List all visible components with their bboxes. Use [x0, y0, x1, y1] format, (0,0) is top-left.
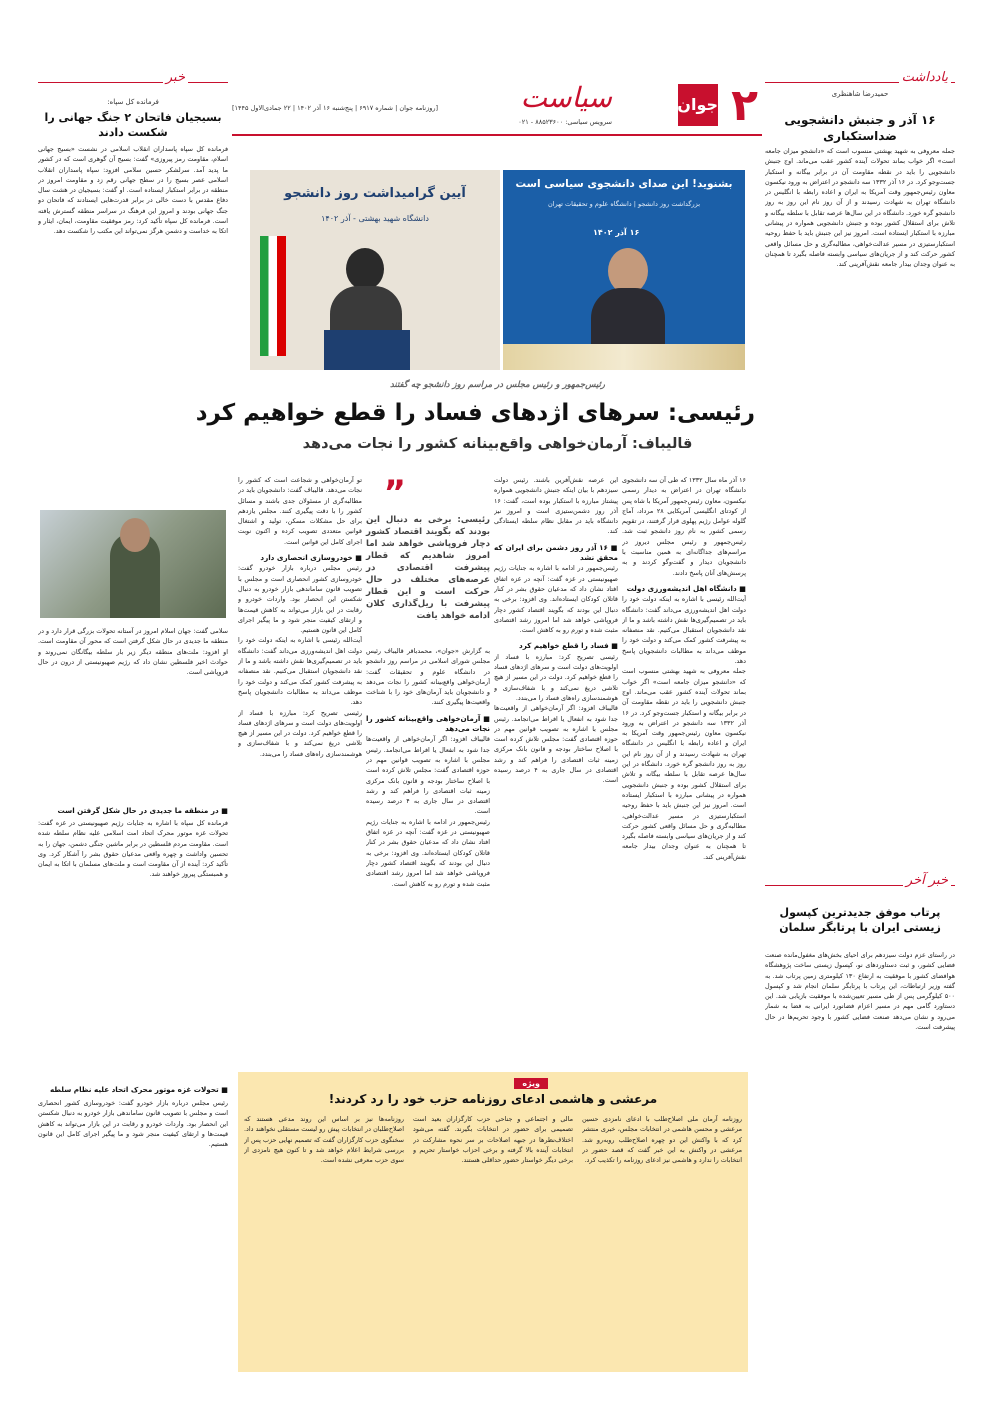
news-body-4: رئیس مجلس درباره بازار خودرو گفت: خودروسازی کشور انحصاری است و مجلس با تصویب قانون ساماندهی بازار خودرو به دنبال شکستن این انحصار بود. واردات خودرو و رقابت در این بازار می‌تواند به کاهش قیمت‌ها و ارتقای کیفیت منجر شود و ما پیگیر اجرای کامل این قانون هستیم. — [38, 1099, 228, 1149]
news-subhead-1: ■ در منطقه ما جدیدی در حال شکل گرفتن است — [57, 806, 228, 815]
special-col-right: روزنامه آرمان ملی اصلاح‌طلب با ادعای نامزدی حسین مرعشی و محسن هاشمی در انتخابات مجلس، خبری منتشر کرد که با واکنش این دو چهره اصلاح‌طلب روبه‌رو شد. مرعشی در واکنش به این خبر گفت که قصد حضور در انتخابات را ندارد و هاشمی نیز ادعای روزنامه را تکذیب کرد. — [582, 1115, 742, 1165]
last-news-body: در راستای عزم دولت سیزدهم برای احیای بخش‌های مغفول‌مانده صنعت فضایی کشور، و ثبت دستاوردهای نو، کپسول زیستی ساخت پژوهشگاه هوافضای کشور با موفقیت به ارتفاع ۱۳۰ کیلومتری زمین پرتاب شد. به گفته وزیر ارتباطات، این پرتاب با پرتابگر سلمان انجام شد و کپسول ۵۰۰ کیلوگرمی پس از طی مسیر تعیین‌شده با موفقیت بازیابی شد. این دستاورد گامی مهم در مسیر اعزام فضانورد ایرانی به فضا به شمار می‌رود و نشان می‌دهد صنعت فضایی کشور با وجود تحریم‌ها در حال پیشرفت است. — [765, 951, 955, 1032]
news-body-3: فرمانده کل سپاه با اشاره به جنایات رژیم صهیونیستی در غزه گفت: تحولات غزه موتور محرک اتحاد امت اسلامی علیه نظام سلطه شده است. مقاومت مردم فلسطین در برابر ماشین جنگی دشمن، جهان را به تحسین واداشت و چهره واقعی مدعیان حقوق بشر را آشکار کرد. وی تأکید کرد: آینده از آن مقاومت است و ملت‌های مسلمان با اتکا به ایمان و همبستگی پیروز خواهند شد. — [38, 819, 228, 879]
article-col-3-text: به گزارش «جوان»، محمدباقر قالیباف رئیس مجلس شورای اسلامی در مراسم روز دانشجو در دانشگاه علوم و تحقیقات گفت: آرمان‌خواهی واقع‌بینانه کشور را نجات می‌دهد و دانشجویان باید آرمان‌های خود را با شناخت واقعیت‌ها پیگیری کنند. — [366, 647, 490, 707]
photo-right-banner2: بزرگداشت روز دانشجو | دانشگاه علوم و تحقیقات تهران — [547, 200, 701, 208]
flowers — [503, 344, 745, 370]
quote-mark: ” — [383, 473, 406, 513]
article-col-4-text-c: آیت‌الله رئیسی با اشاره به اینکه دولت خود را دولت اهل اندیشه‌ورزی می‌داند گفت: دانشگاه باید در تصمیم‌گیری‌ها نقش داشته باشد و ما از نقد دانشجویان استقبال می‌کنیم. نقد منصفانه به پیشرفت کشور کمک می‌کند و دولت خود را موظف می‌داند به مطالبات دانشجویان پاسخ دهد. — [238, 636, 362, 707]
author: حمیدرضا شاهنظری — [831, 90, 889, 98]
page-number: ۲ — [731, 80, 758, 131]
section-title: سیاست — [520, 81, 612, 114]
person-head — [120, 518, 150, 552]
special-title: مرعشی و هاشمی ادعای روزنامه حزب خود را رد کردند! — [328, 1092, 658, 1106]
article-col-2-text-d: قالیباف افزود: اگر آرمان‌خواهی از واقعیت‌ها جدا شود به انفعال یا افراط می‌انجامد. رئیس مجلس با اشاره به تصویب قوانین مهم در حوزه اقتصادی گفت: مجلس تلاش کرده است با اصلاح ساختار بودجه و قانون بانک مرکزی زمینه ثبات اقتصادی را فراهم کند و رشد اقتصادی در سال جاری به ۴ درصد رسیده است. — [494, 704, 618, 785]
article-col-1-text: ۱۶ آذر ماه سال ۱۳۳۲ که طی آن سه دانشجوی دانشگاه تهران در اعتراض به دیدار رسمی نیکسون، معاون رئیس‌جمهور آمریکا با شاه پس از کودتای انگلیسی آمریکایی ۲۸ مرداد، آماج گلوله عوامل رژیم پهلوی قرار گرفتند، در تقویم رسمی کشور به نام روز دانشجو ثبت شد. رئیس‌جمهور و رئیس مجلس دیروز در مراسم‌های جداگانه‌ای به همین مناسبت با دانشجویان دیدار و گفت‌وگو کردند و به پرسش‌های آنان پاسخ دادند. — [622, 476, 746, 577]
last-news-title: پرتاب موفق جدیدترین کپسول زیستی ایران با پرتابگر سلمان — [779, 906, 941, 934]
special-col-left: روزنامه‌ها نیز بر اساس این روند مدعی هستند که اصلاح‌طلبان در انتخابات پیش رو لیست مستقلی نخواهند داد. سخنگوی حزب کارگزاران گفت که تصمیم نهایی حزب پس از بررسی شرایط اعلام خواهد شد و تا کنون هیچ نامزدی از سوی حزب معرفی نشده است. — [244, 1115, 404, 1165]
photo-right-date: ۱۶ آذر ۱۴۰۲ — [593, 228, 640, 237]
news-body: فرمانده کل سپاه پاسداران انقلاب اسلامی در نشست «بسیج جهانی اسلام، مقاومت رمز پیروزی» گفت: بسیج آن گوهری است که در کشور ما پدید آمد. سرلشکر حسین سلامی افزود: سپاه پاسداران انقلاب اسلامی عصر بسیج را در سطح جهانی رقم زد و مقاومت امروز در منطقه در برابر استکبار ایستاده است. او گفت: بسیجیان در هشت سال دفاع مقدس با دست خالی در برابر قدرت‌هایی ایستادند که فاتحان دو جنگ جهانی بودند و امروز این فرهنگ در سراسر منطقه گسترش یافته است. فرمانده کل سپاه تأکید کرد: رمز موفقیت مقاومت، ایمان، ایثار و اتکا به خداست و دشمن هرگز نمی‌تواند این مکتب را شکست دهد. — [38, 145, 228, 236]
news-subhead-2: ■ تحولات غزه موتور محرک اتحاد علیه نظام سلطه — [49, 1085, 228, 1094]
photo-caption: رئیس‌جمهور و رئیس مجلس در مراسم روز دانشجو چه گفتند — [389, 380, 606, 390]
issue-line: [روزنامه جوان | شماره ۶۹۱۷ | پنج‌شنبه ۱۶ آذر ۱۴۰۲ | ۲۲ جمادی‌الاول ۱۴۴۵] — [232, 104, 439, 112]
article-col-2-text-c: رئیسی تصریح کرد: مبارزه با فساد از اولویت‌های دولت است و سرهای اژدهای فساد را قطع خواهیم کرد. دولت در این مسیر از هیچ تلاشی دریغ نمی‌کند و با شفاف‌سازی و هوشمندسازی راه‌های فساد را می‌بندد. — [494, 652, 618, 702]
news-tag: خبر — [163, 70, 188, 85]
article-col-2-subhead-2: ■ فساد را قطع خواهیم کرد — [519, 641, 618, 651]
photo-right — [503, 170, 745, 370]
logo: جوان — [678, 84, 718, 126]
article-col-1-subhead: ■ دانشگاه اهل اندیشه‌ورزی دولت — [626, 583, 746, 593]
editorial-tag: یادداشت — [899, 70, 951, 85]
article-col-4-text-b: رئیس مجلس درباره بازار خودرو گفت: خودروسازی کشور انحصاری است و مجلس با تصویب قانون ساماندهی بازار خودرو به دنبال شکستن این انحصار بود. واردات خودرو و رقابت در این بازار می‌تواند به کاهش قیمت‌ها و ارتقای کیفیت منجر شود و ما پیگیر اجرای کامل این قانون هستیم. — [238, 564, 362, 635]
pull-quote-text: رئیسی: برخی به دنبال این بودند که بگویند اقتصاد کشور دچار فروپاشی خواهد شد اما امروز شاهدیم که قطار پیشرفت اقتصادی در عرصه‌های مختلف در حال حرکت است و این قطار پیشرفت با ریل‌گذاری کلان ادامه خواهد یافت — [366, 515, 490, 621]
right-column — [765, 70, 955, 1400]
article-col-2-text-b: رئیس‌جمهور در ادامه با اشاره به جنایات رژیم صهیونیستی در غزه گفت: آنچه در غزه اتفاق افتاد نشان داد که مدعیان حقوق بشر در کنار قاتلان کودکان ایستاده‌اند. وی افزود: برخی به دنبال این بودند که بگویند اقتصاد کشور دچار فروپاشی خواهد شد اما امروز رشد اقتصادی مثبت شده و تورم رو به کاهش است. — [494, 564, 618, 635]
last-news-tag: خبر آخر — [903, 873, 951, 888]
president-body — [330, 286, 402, 336]
special-box — [238, 1072, 748, 1372]
special-tag: ویژه — [514, 1078, 548, 1089]
podium — [324, 330, 410, 370]
left-column — [38, 70, 228, 1400]
article-col-3-subhead: ■ آرمان‌خواهی واقع‌بینانه کشور را نجات می‌دهد — [366, 713, 490, 734]
article-col-2 — [494, 475, 618, 1065]
main-subheadline: قالیباف: آرمان‌خواهی واقع‌بینانه کشور را نجات می‌دهد — [302, 436, 693, 452]
article-col-2-subhead: ■ ۱۶ آذر روز دشمن برای ایران که محقق نشد — [494, 542, 618, 563]
news-kicker: فرمانده کل سپاه: — [107, 98, 159, 106]
article-col-3-text-c: رئیس‌جمهور در ادامه با اشاره به جنایات رژیم صهیونیستی در غزه گفت: آنچه در غزه اتفاق افتاد نشان داد که مدعیان حقوق بشر در کنار قاتلان کودکان ایستاده‌اند. وی افزود: برخی به دنبال این بودند که بگویند اقتصاد کشور دچار فروپاشی خواهد شد اما امروز رشد اقتصادی مثبت شده و تورم رو به کاهش است. — [366, 817, 490, 888]
photo-left — [250, 170, 500, 370]
article-col-2-text: این عرصه نقش‌آفرین باشند. رئیس دولت سیزدهم با بیان اینکه جنبش دانشجویی همواره پیشتاز مبارزه با استکبار بوده است، گفت: ۱۶ آذر روز دشمن‌ستیزی است و امروز نیز دانشگاه باید در مقابل نظام سلطه ایستادگی کند. — [494, 476, 618, 536]
photo-left-banner: آیین گرامیداشت روز دانشجو — [284, 186, 466, 201]
article-col-1-text-b: آیت‌الله رئیسی با اشاره به اینکه دولت خود را دولت اهل اندیشه‌ورزی می‌داند گفت: دانشگاه باید در تصمیم‌گیری‌ها نقش داشته باشد و ما از نقد دانشجویان استقبال می‌کنیم. نقد منصفانه به پیشرفت کشور کمک می‌کند و دولت خود را موظف می‌داند به مطالبات دانشجویان پاسخ دهد. — [622, 595, 746, 666]
editorial-body: جمله معروفی به شهید بهشتی منسوب است که «دانشجو میزان جامعه است» اگر خواب بماند تحولات آینده کشور عقب می‌ماند. اوج جنبش دانشجویی را باید در نقطه مقاومت آن در برابر بیگانه و استکبار جست‌وجو کرد. در ۱۶ آذر ۱۳۳۲ سه دانشجو در اعتراض به ورود نیکسون معاون رئیس‌جمهور وقت آمریکا به ایران و اعاده رابطه با انگلیس در دانشگاه تهران به شهادت رسیدند و از آن روز نام این روز به روز دانشجو گره خورد. دانشگاه در این سال‌ها عرصه تقابل با سلطه بیگانه و تلاش برای استقلال کشور بوده و جنبش دانشجویی همواره در پیشانی مبارزه با استکبار ایستاده است. امروز نیز این جنبش باید با حفظ روحیه استکبارستیزی در مسیر عدالت‌خواهی، مطالبه‌گری و حل مسائل واقعی کشور حرکت کند و از جریان‌های سیاسی وابسته فاصله بگیرد تا همچنان به عنوان وجدان بیدار جامعه نقش‌آفرینی کند. — [765, 147, 955, 269]
masthead-rule — [232, 134, 762, 136]
special-col-middle: مالی و اجتماعی و جناحی حزب کارگزاران بعید است تصمیمی برای حضور در انتخابات بگیرند. گفته می‌شود اختلاف‌نظرها در جبهه اصلاحات بر سر نحوه مشارکت در انتخابات آینده بالا گرفته و برخی احزاب خواستار تحریم و برخی دیگر خواستار حضور حداقلی هستند. — [413, 1115, 573, 1165]
left-tag-rule — [38, 82, 228, 83]
president-head — [346, 248, 384, 290]
article-col-3 — [366, 646, 490, 1066]
commander-photo — [40, 510, 226, 618]
article-col-4-subhead: ■ خودروسازی انحصاری دارد — [260, 553, 362, 563]
service-line: سرویس سیاسی: ۸۸۵۲۳۶۰۰ - ۰۲۱ — [518, 118, 612, 126]
masthead — [232, 82, 762, 132]
news-title: بسیجیان فاتحان ۲ جنگ جهانی را شکست دادند — [44, 111, 222, 139]
news-body-2: سلامی گفت: جهان اسلام امروز در آستانه تحولات بزرگی قرار دارد و در منطقه ما جدیدی در حال شکل گرفتن است که محور آن مقاومت است. او افزود: ملت‌های منطقه دیگر زیر بار سلطه بیگانگان نمی‌روند و حوادث اخیر فلسطین نشان داد که رژیم صهیونیستی از درون در حال فروپاشی است. — [38, 627, 228, 677]
article-col-1 — [622, 475, 746, 1065]
photo-right-banner: بشنوید! این صدای دانشجوی سیاسی است — [515, 178, 733, 190]
editorial-title: ۱۶ آذر و جنبش دانشجویی ضداستکباری — [784, 113, 936, 143]
photo-left-banner2: دانشگاه شهید بهشتی - آذر ۱۴۰۲ — [321, 214, 429, 223]
article-col-4-text: تو آرمان‌خواهی و شجاعت است که کشور را نجات می‌دهد. قالیباف گفت: دانشجویان باید در مطالبه‌گری از مسئولان جدی باشند و مسائل کشور را با دقت پیگیری کنند. مجلس یازدهم برای حل مشکلات مسکن، تولید و اشتغال قوانین متعددی تصویب کرده و اکنون نوبت اجرای کامل این قوانین است. — [238, 476, 362, 546]
article-col-1-text-c: جمله معروفی به شهید بهشتی منسوب است که «دانشجو میزان جامعه است» اگر خواب بماند تحولات آینده کشور عقب می‌ماند. اوج جنبش دانشجویی را باید در نقطه مقاومت آن در برابر بیگانه و استکبار جست‌وجو کرد. در ۱۶ آذر ۱۳۳۲ سه دانشجو در اعتراض به ورود نیکسون معاون رئیس‌جمهور وقت آمریکا به ایران و اعاده رابطه با انگلیس در دانشگاه تهران به شهادت رسیدند و از آن روز نام این روز به روز دانشجو گره خورد. دانشگاه در این سال‌ها عرصه تقابل با سلطه بیگانه و تلاش برای استقلال کشور بوده و جنبش دانشجویی همواره در پیشانی مبارزه با استکبار ایستاده است. امروز نیز این جنبش باید با حفظ روحیه استکبارستیزی در مسیر عدالت‌خواهی، مطالبه‌گری و حل مسائل واقعی کشور حرکت کند و از جریان‌های سیاسی وابسته فاصله بگیرد تا همچنان به عنوان وجدان بیدار جامعه نقش‌آفرینی کند. — [622, 667, 746, 861]
article-col-4-text-d: رئیسی تصریح کرد: مبارزه با فساد از اولویت‌های دولت است و سرهای اژدهای فساد را قطع خواهیم کرد. دولت در این مسیر از هیچ تلاشی دریغ نمی‌کند و با شفاف‌سازی و هوشمندسازی راه‌های فساد را می‌بندد. — [238, 708, 362, 758]
article-col-4 — [238, 475, 362, 1065]
article-col-3-text-b: قالیباف افزود: اگر آرمان‌خواهی از واقعیت‌ها جدا شود به انفعال یا افراط می‌انجامد. رئیس مجلس با اشاره به تصویب قوانین مهم در حوزه اقتصادی گفت: مجلس تلاش کرده است با اصلاح ساختار بودجه و قانون بانک مرکزی زمینه ثبات اقتصادی را فراهم کند و رشد اقتصادی در سال جاری به ۴ درصد رسیده است. — [366, 735, 490, 816]
flag — [260, 236, 286, 356]
main-headline: رئیسی: سرهای اژدهای فساد را قطع خواهیم کرد — [195, 400, 755, 426]
pull-quote — [366, 473, 490, 640]
